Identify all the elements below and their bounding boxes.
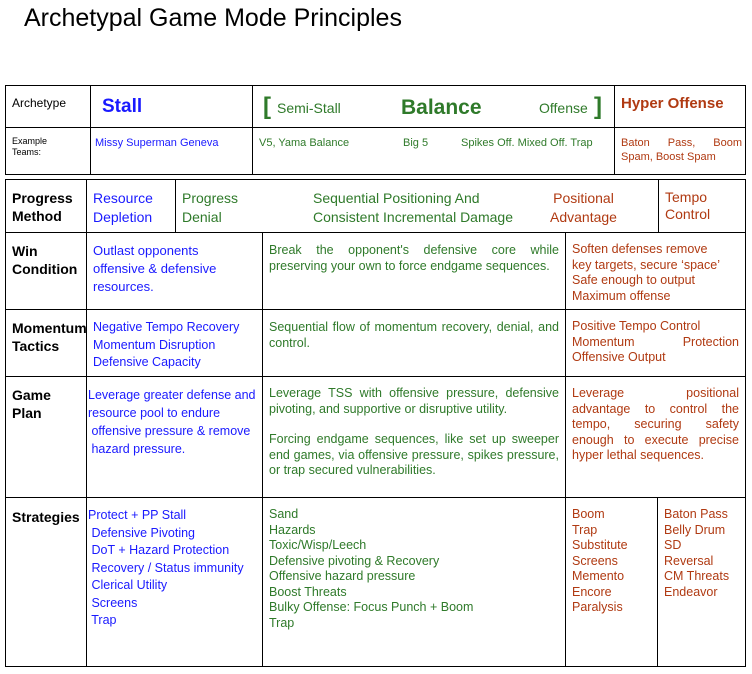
game-plan-label-cell: [5, 376, 87, 498]
example-teams-balance-3: Spikes Off. Mixed Off. Trap: [461, 137, 593, 149]
progress-sequential: Sequential Positioning And Consistent Incremental Damage: [313, 190, 513, 225]
progress-positional: Positional Advantage: [550, 190, 617, 225]
progress-balance-cell: [175, 179, 659, 233]
progress-denial: Progress Denial: [182, 190, 239, 225]
bracket-open: [: [263, 93, 271, 120]
win-condition-stall: Outlast opponents offensive & defensive resources.: [93, 243, 217, 294]
game-plan-balance-2: Forcing endgame sequences, like set up sweeper end games, via offensive pressure, spikes pressure, or trap secured vulnerabilities.: [269, 432, 559, 477]
example-teams-balance-1: V5, Yama Balance: [259, 137, 350, 149]
progress-method-label: Progress Method: [12, 190, 73, 224]
momentum-tactics-hyper-3: Offensive Output: [572, 350, 666, 364]
strategies-balance-cell: [262, 497, 566, 667]
strategies-hyper-2: Baton Pass Belly Drum SD Reversal CM Threats Endeavor: [664, 507, 730, 599]
stall-header-cell: [90, 85, 253, 128]
game-plan-stall: Leverage greater defense and resource pool to endure offensive pressure & remove hazard pressure.: [88, 388, 256, 456]
game-plan-hyper: Leverage positional advantage to control the tempo, securing safety enough to execute precise hyper lethal sequences.: [572, 386, 739, 462]
example-teams-hyper-cell: [614, 127, 746, 175]
momentum-tactics-balance-cell: [262, 309, 566, 377]
strategies-stall: Protect + PP Stall Defensive Pivoting DoT + Hazard Protection Recovery / Status immunity Clerical Utility Screens Trap: [88, 508, 244, 627]
win-condition-label-cell: [5, 232, 87, 310]
strategies-balance: Sand Hazards Toxic/Wisp/Leech Defensive pivoting & Recovery Offensive hazard pressure Boost Threats Bulky Offense: Focus Punch + Boom Trap: [269, 507, 474, 630]
example-teams-balance-2: Big 5: [403, 137, 429, 149]
archetype-label-cell: [5, 85, 91, 128]
momentum-tactics-balance: Sequential flow of momentum recovery, denial, and control.: [269, 320, 559, 350]
win-condition-label: Win Condition: [12, 243, 78, 277]
strategies-label: Strategies: [12, 509, 80, 525]
momentum-tactics-stall-cell: [86, 309, 263, 377]
example-teams-hyper: Baton Pass, Boom Spam, Boost Spam: [621, 137, 742, 163]
momentum-tactics-label-cell: [5, 309, 87, 377]
win-condition-stall-cell: [86, 232, 263, 310]
example-teams-label: Example Teams:: [12, 136, 48, 157]
archetype-label: Archetype: [12, 96, 67, 110]
momentum-tactics-hyper-1: Positive Tempo Control: [572, 319, 701, 333]
game-plan-hyper-cell: [565, 376, 746, 498]
progress-resource: Resource Depletion: [93, 190, 153, 225]
progress-tempo-cell: [658, 179, 746, 233]
example-teams-label-cell: [5, 127, 91, 175]
example-teams-stall: Missy Superman Geneva: [95, 137, 219, 149]
bracket-close: ]: [594, 93, 602, 120]
example-teams-balance-cell: [252, 127, 615, 175]
semi-stall-label: Semi-Stall: [277, 100, 341, 116]
example-teams-stall-cell: [90, 127, 253, 175]
win-condition-hyper-4: Maximum offense: [572, 288, 671, 303]
main-table: [5, 179, 746, 667]
balance-header-cell: [252, 85, 615, 128]
hyper-offense-heading: Hyper Offense: [621, 95, 724, 112]
hyper-offense-header-cell: [614, 85, 746, 128]
header-table: [5, 85, 746, 175]
balance-heading: Balance: [401, 96, 482, 119]
strategies-label-cell: [5, 497, 87, 667]
game-plan-label: Game Plan: [12, 387, 51, 421]
strategies-hyper-cell-2: [657, 497, 746, 667]
momentum-tactics-stall: Negative Tempo Recovery Momentum Disruption Defensive Capacity: [93, 320, 240, 369]
game-plan-stall-cell: [86, 376, 263, 498]
momentum-tactics-hyper-cell: [565, 309, 746, 377]
offense-label: Offense: [539, 100, 588, 116]
win-condition-hyper-2: key targets, secure ‘space’: [572, 257, 720, 272]
win-condition-hyper-3: Safe enough to output: [572, 273, 696, 287]
progress-tempo: Tempo Control: [665, 189, 711, 222]
momentum-tactics-hyper-2a: Momentum: [572, 334, 635, 349]
strategies-hyper-cell-1: [565, 497, 658, 667]
page-title: Archetypal Game Mode Principles: [24, 4, 402, 32]
game-plan-balance-1: Leverage TSS with offensive pressure, defensive pivoting, and supportive or disruptive utility.: [269, 386, 559, 416]
win-condition-hyper-1: Soften defenses remove: [572, 242, 708, 256]
game-plan-balance-cell: [262, 376, 566, 498]
momentum-tactics-hyper-2b: Protection: [682, 334, 739, 349]
momentum-tactics-label: Momentum Tactics: [12, 320, 87, 354]
strategies-stall-cell: [86, 497, 263, 667]
stall-heading: Stall: [102, 96, 143, 117]
win-condition-balance: Break the opponent's defensive core while preserving your own to force endgame sequences.: [269, 243, 559, 273]
progress-method-label-cell: [5, 179, 87, 233]
progress-resource-cell: [86, 179, 176, 233]
win-condition-balance-cell: [262, 232, 566, 310]
strategies-hyper-1: Boom Trap Substitute Screens Memento Encore Paralysis: [572, 507, 628, 614]
win-condition-hyper-cell: [565, 232, 746, 310]
